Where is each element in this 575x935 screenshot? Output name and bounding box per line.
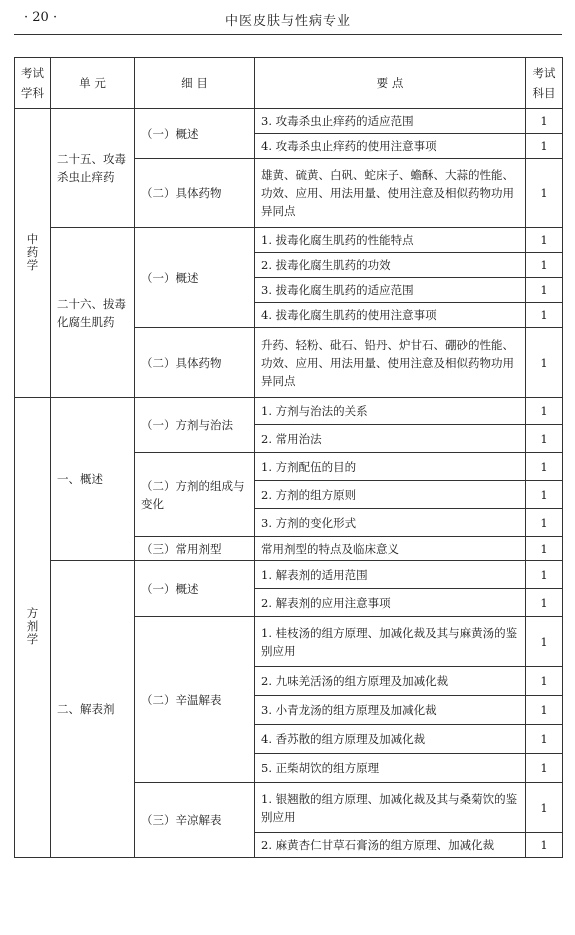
flag-cell: 1 (526, 783, 563, 833)
subject-label: 中药学 (26, 231, 39, 272)
point-cell: 2. 九味羌活汤的组方原理及加减化裁 (255, 667, 526, 696)
unit-cell: 二、解表剂 (51, 561, 135, 858)
table-header-row (15, 58, 563, 109)
flag-cell: 1 (526, 453, 563, 481)
point-cell: 1. 拔毒化腐生肌药的性能特点 (255, 228, 526, 253)
point-cell: 2. 麻黄杏仁甘草石膏汤的组方原理、加减化裁 (255, 833, 526, 858)
point-cell: 4. 香苏散的组方原理及加减化裁 (255, 725, 526, 754)
flag-cell: 1 (526, 696, 563, 725)
point-cell: 1. 解表剂的适用范围 (255, 561, 526, 589)
flag-cell: 1 (526, 725, 563, 754)
flag-cell: 1 (526, 481, 563, 509)
item-cell: （二）具体药物 (135, 328, 255, 398)
item-cell: （一）概述 (135, 109, 255, 159)
flag-cell: 1 (526, 278, 563, 303)
item-cell: （三）辛凉解表 (135, 783, 255, 858)
point-cell: 5. 正柴胡饮的组方原理 (255, 754, 526, 783)
item-cell: （一）概述 (135, 561, 255, 617)
table-row (15, 398, 563, 425)
flag-cell: 1 (526, 667, 563, 696)
point-cell: 3. 方剂的变化形式 (255, 509, 526, 537)
point-cell: 1. 方剂配伍的目的 (255, 453, 526, 481)
flag-cell: 1 (526, 134, 563, 159)
flag-cell: 1 (526, 303, 563, 328)
unit-cell: 二十六、拔毒化腐生肌药 (51, 228, 135, 398)
table-row (15, 109, 563, 134)
subject-cell (15, 398, 51, 858)
item-cell: （二）辛温解表 (135, 617, 255, 783)
point-cell: 2. 方剂的组方原则 (255, 481, 526, 509)
header-exam-subject: 考试科目 (526, 58, 563, 109)
item-cell: （二）方剂的组成与变化 (135, 453, 255, 537)
point-cell: 3. 小青龙汤的组方原理及加减化裁 (255, 696, 526, 725)
point-cell: 2. 常用治法 (255, 425, 526, 453)
point-cell: 升药、轻粉、砒石、铅丹、炉甘石、硼砂的性能、功效、应用、用法用量、使用注意及相似药物功用异同点 (255, 328, 526, 398)
flag-cell: 1 (526, 561, 563, 589)
flag-cell: 1 (526, 754, 563, 783)
unit-cell: 二十五、攻毒杀虫止痒药 (51, 109, 135, 228)
flag-cell: 1 (526, 425, 563, 453)
flag-cell: 1 (526, 589, 563, 617)
flag-cell: 1 (526, 159, 563, 228)
header-subject: 考试学科 (15, 58, 51, 109)
syllabus-table (14, 57, 563, 858)
flag-cell: 1 (526, 328, 563, 398)
point-cell: 3. 攻毒杀虫止痒药的适应范围 (255, 109, 526, 134)
flag-cell: 1 (526, 509, 563, 537)
flag-cell: 1 (526, 398, 563, 425)
item-cell: （一）概述 (135, 228, 255, 328)
table-row (15, 561, 563, 589)
point-cell: 2. 拔毒化腐生肌药的功效 (255, 253, 526, 278)
header-item: 细 目 (135, 58, 255, 109)
point-cell: 3. 拔毒化腐生肌药的适应范围 (255, 278, 526, 303)
flag-cell: 1 (526, 228, 563, 253)
running-title: 中医皮肤与性病专业 (224, 14, 351, 29)
point-cell: 1. 桂枝汤的组方原理、加减化裁及其与麻黄汤的鉴别应用 (255, 617, 526, 667)
subject-cell (15, 109, 51, 398)
flag-cell: 1 (526, 537, 563, 561)
point-cell: 雄黄、硫黄、白矾、蛇床子、蟾酥、大蒜的性能、功效、应用、用法用量、使用注意及相似药物功用异同点 (255, 159, 526, 228)
header-unit: 单 元 (51, 58, 135, 109)
subject-label: 方剂学 (26, 606, 39, 646)
flag-cell: 1 (526, 833, 563, 858)
point-cell: 1. 方剂与治法的关系 (255, 398, 526, 425)
item-cell: （三）常用剂型 (135, 537, 255, 561)
point-cell: 4. 拔毒化腐生肌药的使用注意事项 (255, 303, 526, 328)
item-cell: （一）方剂与治法 (135, 398, 255, 453)
point-cell: 2. 解表剂的应用注意事项 (255, 589, 526, 617)
page-header (14, 0, 562, 35)
unit-cell: 一、概述 (51, 398, 135, 561)
point-cell: 常用剂型的特点及临床意义 (255, 537, 526, 561)
flag-cell: 1 (526, 109, 563, 134)
flag-cell: 1 (526, 253, 563, 278)
point-cell: 1. 银翘散的组方原理、加减化裁及其与桑菊饮的鉴别应用 (255, 783, 526, 833)
page-number: · 20 · (24, 10, 58, 25)
flag-cell: 1 (526, 617, 563, 667)
item-cell: （二）具体药物 (135, 159, 255, 228)
table-row (15, 228, 563, 253)
point-cell: 4. 攻毒杀虫止痒药的使用注意事项 (255, 134, 526, 159)
header-points: 要 点 (255, 58, 526, 109)
